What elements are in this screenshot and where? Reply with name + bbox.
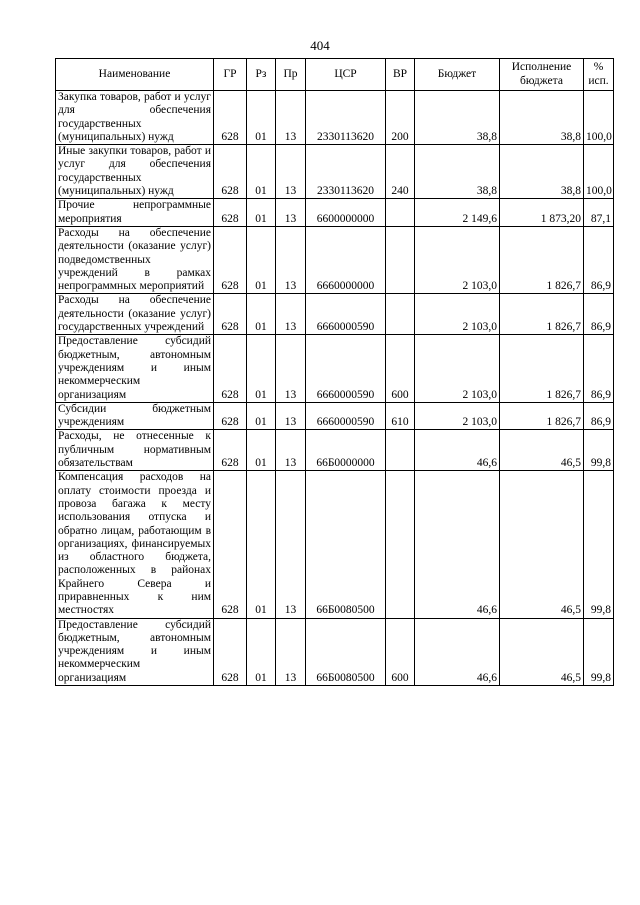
- table-row: [56, 91, 614, 145]
- table-row: [56, 294, 614, 335]
- cell-execution: 1 826,7: [500, 402, 584, 430]
- cell-budget: 38,8: [415, 91, 500, 145]
- cell-gr: 628: [214, 294, 247, 335]
- cell-budget: 46,6: [415, 430, 500, 471]
- header-execution: Исполнение бюджета: [500, 59, 584, 91]
- table-row: [56, 145, 614, 199]
- cell-csr: 6600000000: [306, 199, 386, 227]
- table-row: [56, 226, 614, 293]
- cell-name: Расходы на обеспечение деятельности (оказание услуг) государственных учреждений: [56, 294, 214, 335]
- cell-csr: 66Б0080500: [306, 618, 386, 685]
- cell-rz: 01: [247, 226, 276, 293]
- cell-budget: 2 149,6: [415, 199, 500, 227]
- table-row: [56, 471, 614, 618]
- cell-rz: 01: [247, 335, 276, 402]
- cell-gr: 628: [214, 335, 247, 402]
- cell-execution: 1 826,7: [500, 226, 584, 293]
- cell-execution: 46,5: [500, 471, 584, 618]
- cell-percent: 86,9: [584, 226, 614, 293]
- cell-csr: 6660000590: [306, 294, 386, 335]
- header-gr: ГР: [214, 59, 247, 91]
- cell-percent: 99,8: [584, 430, 614, 471]
- cell-rz: 01: [247, 294, 276, 335]
- cell-csr: 66Б0000000: [306, 430, 386, 471]
- cell-gr: 628: [214, 471, 247, 618]
- cell-percent: 100,0: [584, 145, 614, 199]
- header-budget: Бюджет: [415, 59, 500, 91]
- cell-pr: 13: [276, 91, 306, 145]
- header-percent: % исп.: [584, 59, 614, 91]
- cell-pr: 13: [276, 294, 306, 335]
- cell-budget: 46,6: [415, 471, 500, 618]
- table-header-row: [56, 59, 614, 91]
- cell-execution: 1 873,20: [500, 199, 584, 227]
- cell-percent: 99,8: [584, 618, 614, 685]
- cell-rz: 01: [247, 145, 276, 199]
- cell-execution: 46,5: [500, 618, 584, 685]
- table-row: [56, 199, 614, 227]
- cell-csr: 6660000590: [306, 402, 386, 430]
- cell-name: Предоставление субсидий бюджетным, автономным учреждениям и иным некоммерческим организациям: [56, 335, 214, 402]
- cell-vr: 600: [386, 618, 415, 685]
- cell-vr: 610: [386, 402, 415, 430]
- cell-csr: 66Б0080500: [306, 471, 386, 618]
- cell-execution: 38,8: [500, 91, 584, 145]
- cell-csr: 2330113620: [306, 145, 386, 199]
- cell-pr: 13: [276, 402, 306, 430]
- table-row: [56, 618, 614, 685]
- cell-name: Прочие непрограммные мероприятия: [56, 199, 214, 227]
- cell-vr: 240: [386, 145, 415, 199]
- cell-rz: 01: [247, 402, 276, 430]
- cell-vr: [386, 294, 415, 335]
- table-body: [56, 91, 614, 686]
- cell-rz: 01: [247, 618, 276, 685]
- cell-execution: 38,8: [500, 145, 584, 199]
- cell-gr: 628: [214, 145, 247, 199]
- cell-budget: 2 103,0: [415, 402, 500, 430]
- cell-vr: [386, 199, 415, 227]
- table-row: [56, 335, 614, 402]
- cell-name: Предоставление субсидий бюджетным, автономным учреждениям и иным некоммерческим организациям: [56, 618, 214, 685]
- cell-name: Расходы, не отнесенные к публичным нормативным обязательствам: [56, 430, 214, 471]
- cell-percent: 86,9: [584, 402, 614, 430]
- cell-budget: 46,6: [415, 618, 500, 685]
- page-number: 404: [310, 38, 330, 53]
- cell-pr: 13: [276, 430, 306, 471]
- cell-name: Закупка товаров, работ и услуг для обеспечения государственных (муниципальных) нужд: [56, 91, 214, 145]
- cell-gr: 628: [214, 199, 247, 227]
- header-rz: Рз: [247, 59, 276, 91]
- cell-pr: 13: [276, 199, 306, 227]
- cell-execution: 46,5: [500, 430, 584, 471]
- cell-rz: 01: [247, 199, 276, 227]
- cell-percent: 87,1: [584, 199, 614, 227]
- cell-pr: 13: [276, 618, 306, 685]
- cell-pr: 13: [276, 471, 306, 618]
- header-pr: Пр: [276, 59, 306, 91]
- header-name: Наименование: [56, 59, 214, 91]
- cell-rz: 01: [247, 430, 276, 471]
- cell-gr: 628: [214, 430, 247, 471]
- header-csr: ЦСР: [306, 59, 386, 91]
- cell-pr: 13: [276, 145, 306, 199]
- cell-execution: 1 826,7: [500, 335, 584, 402]
- cell-name: Иные закупки товаров, работ и услуг для обеспечения государственных (муниципальных) нужд: [56, 145, 214, 199]
- table-row: [56, 430, 614, 471]
- cell-csr: 6660000000: [306, 226, 386, 293]
- cell-execution: 1 826,7: [500, 294, 584, 335]
- cell-vr: [386, 226, 415, 293]
- cell-name: Расходы на обеспечение деятельности (оказание услуг) подведомственных учреждений в рамках непрограммных мероприятий: [56, 226, 214, 293]
- cell-gr: 628: [214, 402, 247, 430]
- cell-csr: 2330113620: [306, 91, 386, 145]
- cell-budget: 2 103,0: [415, 226, 500, 293]
- cell-vr: [386, 430, 415, 471]
- cell-gr: 628: [214, 618, 247, 685]
- cell-rz: 01: [247, 91, 276, 145]
- cell-csr: 6660000590: [306, 335, 386, 402]
- cell-budget: 2 103,0: [415, 294, 500, 335]
- cell-name: Компенсация расходов на оплату стоимости проезда и провоза багажа к месту использования отпуска и обратно лицам, работающим в организациях, финансируемых из областного бюджета, расположенных в районах Крайнего Севера и приравненных к ним местностях: [56, 471, 214, 618]
- cell-budget: 2 103,0: [415, 335, 500, 402]
- header-vr: ВР: [386, 59, 415, 91]
- cell-percent: 99,8: [584, 471, 614, 618]
- cell-pr: 13: [276, 335, 306, 402]
- cell-vr: 200: [386, 91, 415, 145]
- cell-pr: 13: [276, 226, 306, 293]
- cell-percent: 86,9: [584, 335, 614, 402]
- table-row: [56, 402, 614, 430]
- cell-name: Субсидии бюджетным учреждениям: [56, 402, 214, 430]
- cell-gr: 628: [214, 226, 247, 293]
- cell-rz: 01: [247, 471, 276, 618]
- cell-budget: 38,8: [415, 145, 500, 199]
- cell-vr: [386, 471, 415, 618]
- cell-vr: 600: [386, 335, 415, 402]
- cell-percent: 100,0: [584, 91, 614, 145]
- budget-table: [55, 58, 614, 686]
- cell-percent: 86,9: [584, 294, 614, 335]
- cell-gr: 628: [214, 91, 247, 145]
